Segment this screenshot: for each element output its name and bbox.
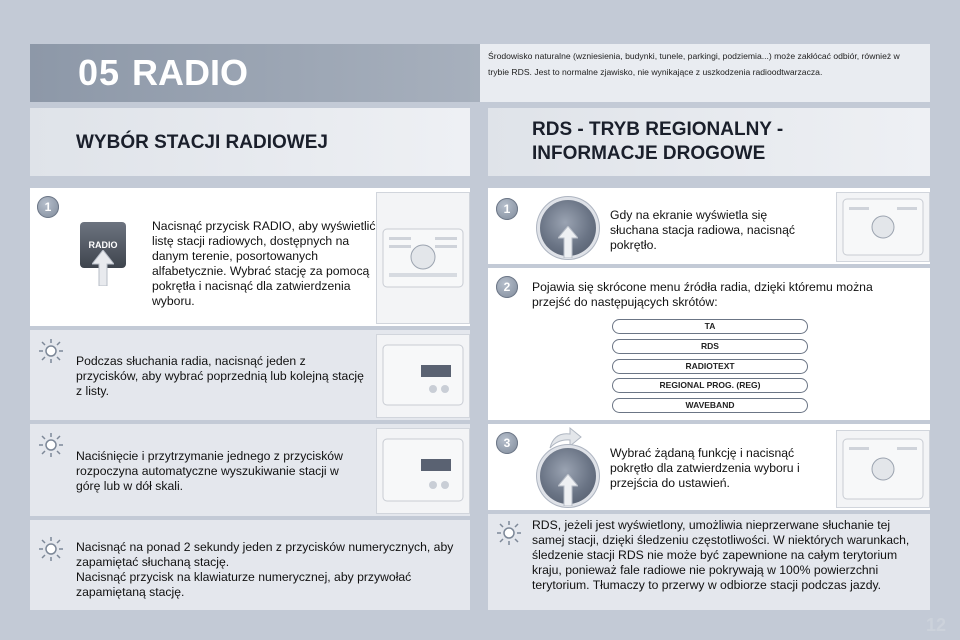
step-badge: 2 <box>496 276 518 298</box>
radio-key-label: RADIO <box>88 240 118 250</box>
preset-keys-icon <box>377 335 469 417</box>
page-number: 12 <box>925 615 946 635</box>
menu-item-ta[interactable]: TA <box>612 319 808 334</box>
press-arrow-icon <box>558 474 578 506</box>
preset-keys-thumbnail <box>376 334 470 418</box>
right-section-title-line1: RDS - TRYB REGIONALNY - <box>532 119 784 140</box>
right-step2-text: Pojawia się skrócone menu źródła radia, dzięki któremu można przejść do następujących skrótów: <box>532 280 873 309</box>
right-step3-text: Wybrać żądaną funkcję i nacisnąć pokrętło dla zatwierdzenia wyboru i przejścia do ustawień. <box>610 446 800 490</box>
press-arrow-icon <box>92 250 114 286</box>
radio-unit-icon <box>377 193 469 323</box>
radio-unit-thumbnail <box>836 430 930 508</box>
tip-icon <box>496 520 522 546</box>
right-tip-text: RDS, jeżeli jest wyświetlony, umożliwia nieprzerwane słuchanie tej samej stacji, dzięki śledzeniu częstotliwości. W niektórych warunkach, śledzenie stacji RDS nie może być zapewnione na całym terytorium kraju, ponieważ fale radiowe nie pokrywają w 100% powierzchni terytorium. Tłumaczy to przerwy w odbiorze stacji podczas jazdy. <box>532 518 910 592</box>
tip-icon <box>38 338 64 364</box>
seek-keys-thumbnail <box>376 428 470 514</box>
step-badge: 3 <box>496 432 518 454</box>
menu-item-regional-prog[interactable]: REGIONAL PROG. (REG) <box>612 378 808 393</box>
tip-icon <box>38 536 64 562</box>
seek-keys-icon <box>377 429 469 513</box>
radio-unit-thumbnail <box>376 192 470 324</box>
step-badge: 1 <box>496 198 518 220</box>
notice-text: Środowisko naturalne (wzniesienia, budynki, tunele, parkingi, podziemia...) może zakłócać odbiór, również w trybie RDS. Jest to normalne zjawisko, nie wynikające z uszkodzenia radioodtwarzacza. <box>488 51 900 77</box>
chapter-title: RADIO <box>132 52 248 93</box>
tip-icon <box>38 432 64 458</box>
tip2-text: Naciśnięcie i przytrzymanie jednego z przycisków rozpoczyna automatyczne wyszukiwanie stacji w górę lub w dół skali. <box>76 449 343 493</box>
right-section-title-line2: INFORMACJE DROGOWE <box>532 143 766 164</box>
step1-text: Nacisnąć przycisk RADIO, aby wyświetlić listę stacji radiowych, dostępnych na danym terenie, posortowanych alfabetycznie. Wybrać stację za pomocą pokrętła i nacisnąć dla zatwierdzenia wyboru. <box>152 219 376 308</box>
step-badge: 1 <box>37 196 59 218</box>
menu-item-rds[interactable]: RDS <box>612 339 808 354</box>
radio-unit-icon <box>837 431 929 507</box>
radio-unit-icon <box>837 193 929 261</box>
tip1-text: Podczas słuchania radia, nacisnąć jeden z przycisków, aby wybrać poprzednią lub kolejną stację z listy. <box>76 354 364 398</box>
chapter-number: 05 <box>78 52 121 93</box>
radio-unit-thumbnail <box>836 192 930 262</box>
right-step1-text: Gdy na ekranie wyświetla się słuchana stacja radiowa, nacisnąć pokrętło. <box>610 208 795 252</box>
left-section-title: WYBÓR STACJI RADIOWEJ <box>76 132 328 153</box>
tip3-text: Nacisnąć na ponad 2 sekundy jeden z przycisków numerycznych, aby zapamiętać słuchaną stację. Nacisnąć przycisk na klawiaturze numerycznej, aby przywołać zapamiętaną stację. <box>76 540 454 599</box>
menu-item-waveband[interactable]: WAVEBAND <box>612 398 808 413</box>
menu-item-radiotext[interactable]: RADIOTEXT <box>612 359 808 374</box>
rotate-arrow-icon <box>548 426 582 450</box>
press-arrow-icon <box>558 226 578 258</box>
